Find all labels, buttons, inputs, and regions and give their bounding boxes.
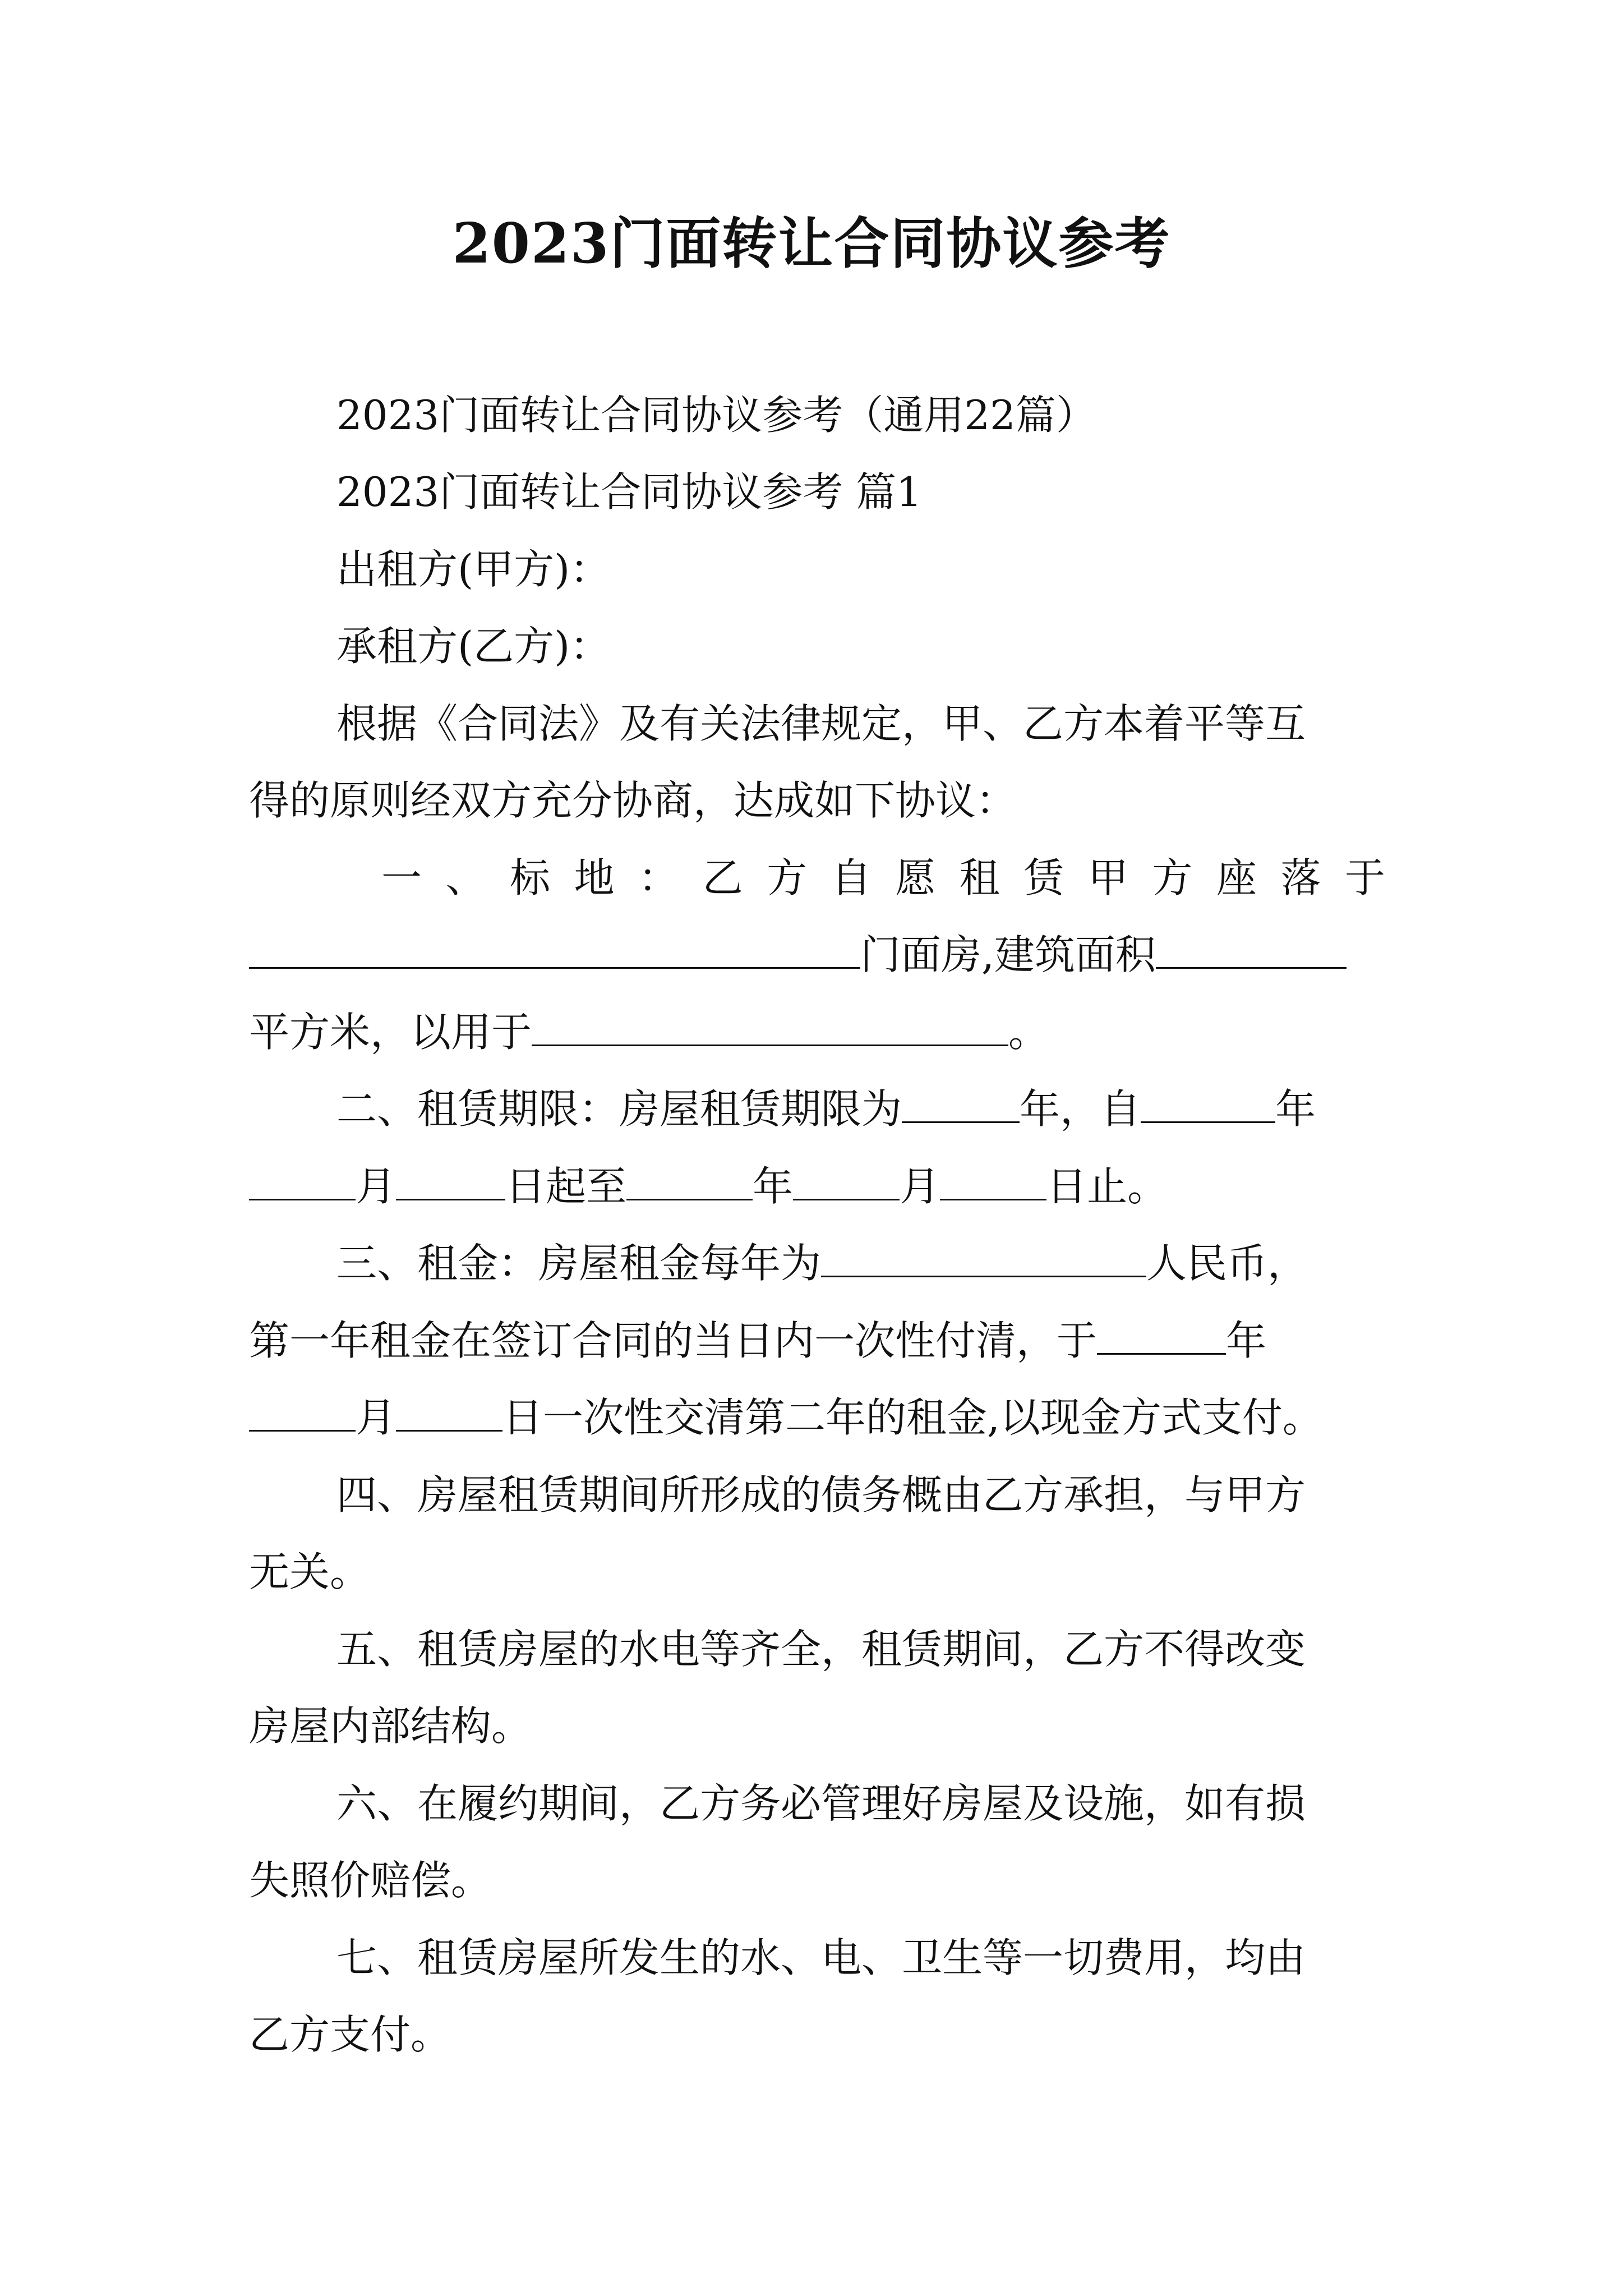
- clause-6-line-2: 失照价赔偿。: [249, 1857, 492, 1904]
- section-heading: 2023门面转让合同协议参考 篇1: [336, 468, 922, 516]
- clause-1-line-2: [249, 924, 1347, 986]
- clause-2-line-2: [249, 1156, 1168, 1217]
- lessee-line: 承租方(乙方)：: [336, 623, 611, 670]
- blank-start-month: [249, 1159, 356, 1200]
- blank-start-day: [396, 1159, 505, 1200]
- clause-2-text: 月: [900, 1163, 940, 1210]
- blank-end-year: [626, 1159, 753, 1200]
- subtitle: 2023门面转让合同协议参考（通用22篇）: [336, 392, 1096, 439]
- document-title: 2023门面转让合同协议参考: [452, 211, 1171, 276]
- clause-2-text: 日止。: [1046, 1163, 1168, 1210]
- clause-1-char: 愿: [895, 854, 936, 901]
- clause-1-text: 门面房,建筑面积: [860, 931, 1156, 978]
- clause-1-char: 自: [831, 854, 872, 901]
- blank-payment-year: [1097, 1314, 1226, 1355]
- clause-1-char: ：: [638, 854, 679, 901]
- clause-2-text: 日起至: [505, 1163, 627, 1210]
- blank-rent-amount: [821, 1236, 1146, 1277]
- clause-1-line-3: [249, 1001, 1049, 1063]
- clause-3-text: 日一次性交清第二年的租金,以现金方式支付。: [502, 1394, 1323, 1441]
- clause-3-line-2: [249, 1310, 1266, 1372]
- clause-1-char: 标: [510, 854, 551, 901]
- blank-payment-month: [249, 1391, 356, 1432]
- clause-4-line-1: 四、房屋租赁期间所形成的债务概由乙方承担，与甲方: [336, 1471, 1306, 1519]
- clause-1-end: 。: [1008, 1009, 1049, 1056]
- clause-3-text: 人民币，: [1146, 1240, 1308, 1287]
- blank-payment-day: [396, 1391, 502, 1432]
- blank-area: [1156, 928, 1347, 969]
- clause-1-char: 一: [381, 854, 422, 901]
- clause-3-text: 第一年租金在签订合同的当日内一次性付清，于: [249, 1317, 1098, 1364]
- clause-2-text: 年: [753, 1163, 794, 1210]
- clause-5-line-1: 五、租赁房屋的水电等齐全，租赁期间，乙方不得改变: [336, 1626, 1306, 1673]
- clause-5-line-2: 房屋内部结构。: [249, 1703, 532, 1750]
- clause-1-char: 方: [1152, 854, 1193, 901]
- clause-2-text: 月: [356, 1163, 396, 1210]
- clause-4-line-2: 无关。: [249, 1548, 371, 1595]
- clause-2-text: 二、租赁期限：房屋租赁期限为: [336, 1085, 902, 1133]
- clause-2-line-1: [336, 1078, 1316, 1140]
- clause-2-text: 年，自: [1020, 1085, 1141, 1133]
- clause-3-text: 年: [1226, 1317, 1267, 1364]
- clause-3-line-1: [336, 1232, 1308, 1294]
- clause-1-char: 赁: [1023, 854, 1064, 901]
- clause-1-char: 方: [767, 854, 808, 901]
- clause-3-text: 三、租金：房屋租金每年为: [336, 1240, 822, 1287]
- blank-start-year: [1141, 1082, 1275, 1123]
- clause-3-line-3: [249, 1387, 1323, 1448]
- clause-2-text: 年: [1275, 1085, 1316, 1133]
- blank-location: [249, 928, 860, 969]
- clause-1-char: 、: [445, 854, 486, 901]
- blank-end-month: [793, 1159, 900, 1200]
- blank-term-years: [902, 1082, 1020, 1123]
- clause-7-line-1: 七、租赁房屋所发生的水、电、卫生等一切费用，均由: [336, 1934, 1306, 1981]
- clause-1-char: 于: [1344, 854, 1385, 901]
- blank-usage: [532, 1005, 1008, 1046]
- clause-6-line-1: 六、在履约期间，乙方务必管理好房屋及设施，如有损: [336, 1780, 1306, 1827]
- clause-1-char: 落: [1280, 854, 1321, 901]
- clause-1-char: 租: [959, 854, 1000, 901]
- clause-1-line-1: [381, 847, 1385, 909]
- clause-1-char: 地: [574, 854, 615, 901]
- intro-line-2: 得的原则经双方充分协商，达成如下协议：: [249, 777, 1017, 824]
- clause-1-usage-label: 平方米，以用于: [249, 1009, 532, 1056]
- clause-7-line-2: 乙方支付。: [249, 2011, 451, 2058]
- clause-3-text: 月: [356, 1394, 396, 1441]
- clause-1-char: 座: [1216, 854, 1257, 901]
- intro-line-1: 根据《合同法》及有关法律规定，甲、乙方本着平等互: [336, 700, 1306, 747]
- clause-1-char: 乙: [702, 854, 743, 901]
- blank-end-day: [940, 1159, 1046, 1200]
- lessor-line: 出租方(甲方)：: [336, 546, 611, 593]
- clause-1-char: 甲: [1087, 854, 1128, 901]
